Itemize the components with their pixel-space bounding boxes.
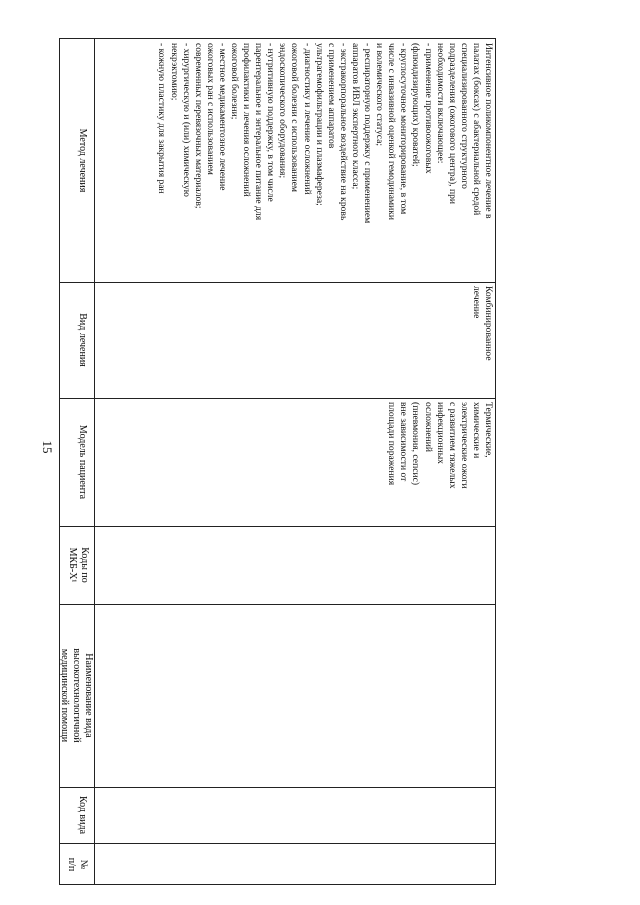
column-divider bbox=[60, 604, 495, 605]
header-icd-codes: Коды по МКБ-Х¹ bbox=[67, 547, 90, 583]
cell-method: Интенсивное поликомпонентное лечение в палатах (боксах) с абактериальной средой специализированного структурного подразделения (ожогового центра), при необходимости включающее: - применение противоожоговых (флюидизирующих) кроватей; - круглосуточное мониторирование, в том числе с инвазивной оценкой гемодинамики и волемического статуса; - респираторную поддержку с применением аппаратов ИВЛ экспертного класса; - экстракорпоральное воздействие на кровь с применением аппаратов ультрагемофильтрации и плазмафереза; - диагностику и лечение осложнений ожоговой болезни с использованием эндоскопического оборудования; - нутритивную поддержку, в том числе парентеральное и энтеральное питание для профилактики и лечения осложнений ожоговой болезни; - местное медикаментозное лечение ожоговых ран с использованием современных перевязочных материалов; - хирургическую и (или) химическую некрэктомию; - кожную пластику для закрытия ран bbox=[156, 43, 494, 224]
header-row-number: № п/п bbox=[66, 857, 89, 872]
column-divider bbox=[60, 526, 495, 527]
column-divider bbox=[60, 787, 495, 788]
cell-patient-model: Термические, химические и электрические ожоги с развитием тяжелых инфекционных осложнений (пневмония, сепсис) вне зависимости от площади поражения bbox=[386, 402, 494, 489]
column-divider bbox=[60, 398, 495, 399]
header-hitech-name: Наименование вида высокотехнологичной медицинской помощи bbox=[59, 648, 94, 743]
page-number: 15 bbox=[40, 440, 55, 454]
header-method: Метод лечения bbox=[77, 128, 88, 193]
header-divider bbox=[94, 39, 95, 884]
column-divider bbox=[60, 282, 495, 283]
header-treatment-type: Вид лечения bbox=[77, 313, 88, 367]
cell-treatment-type: Комбинированное лечение bbox=[470, 286, 494, 361]
header-type-code: Код вида bbox=[77, 795, 88, 835]
header-patient-model: Модель пациента bbox=[77, 424, 88, 500]
column-divider bbox=[60, 843, 495, 844]
document-table bbox=[59, 38, 496, 885]
